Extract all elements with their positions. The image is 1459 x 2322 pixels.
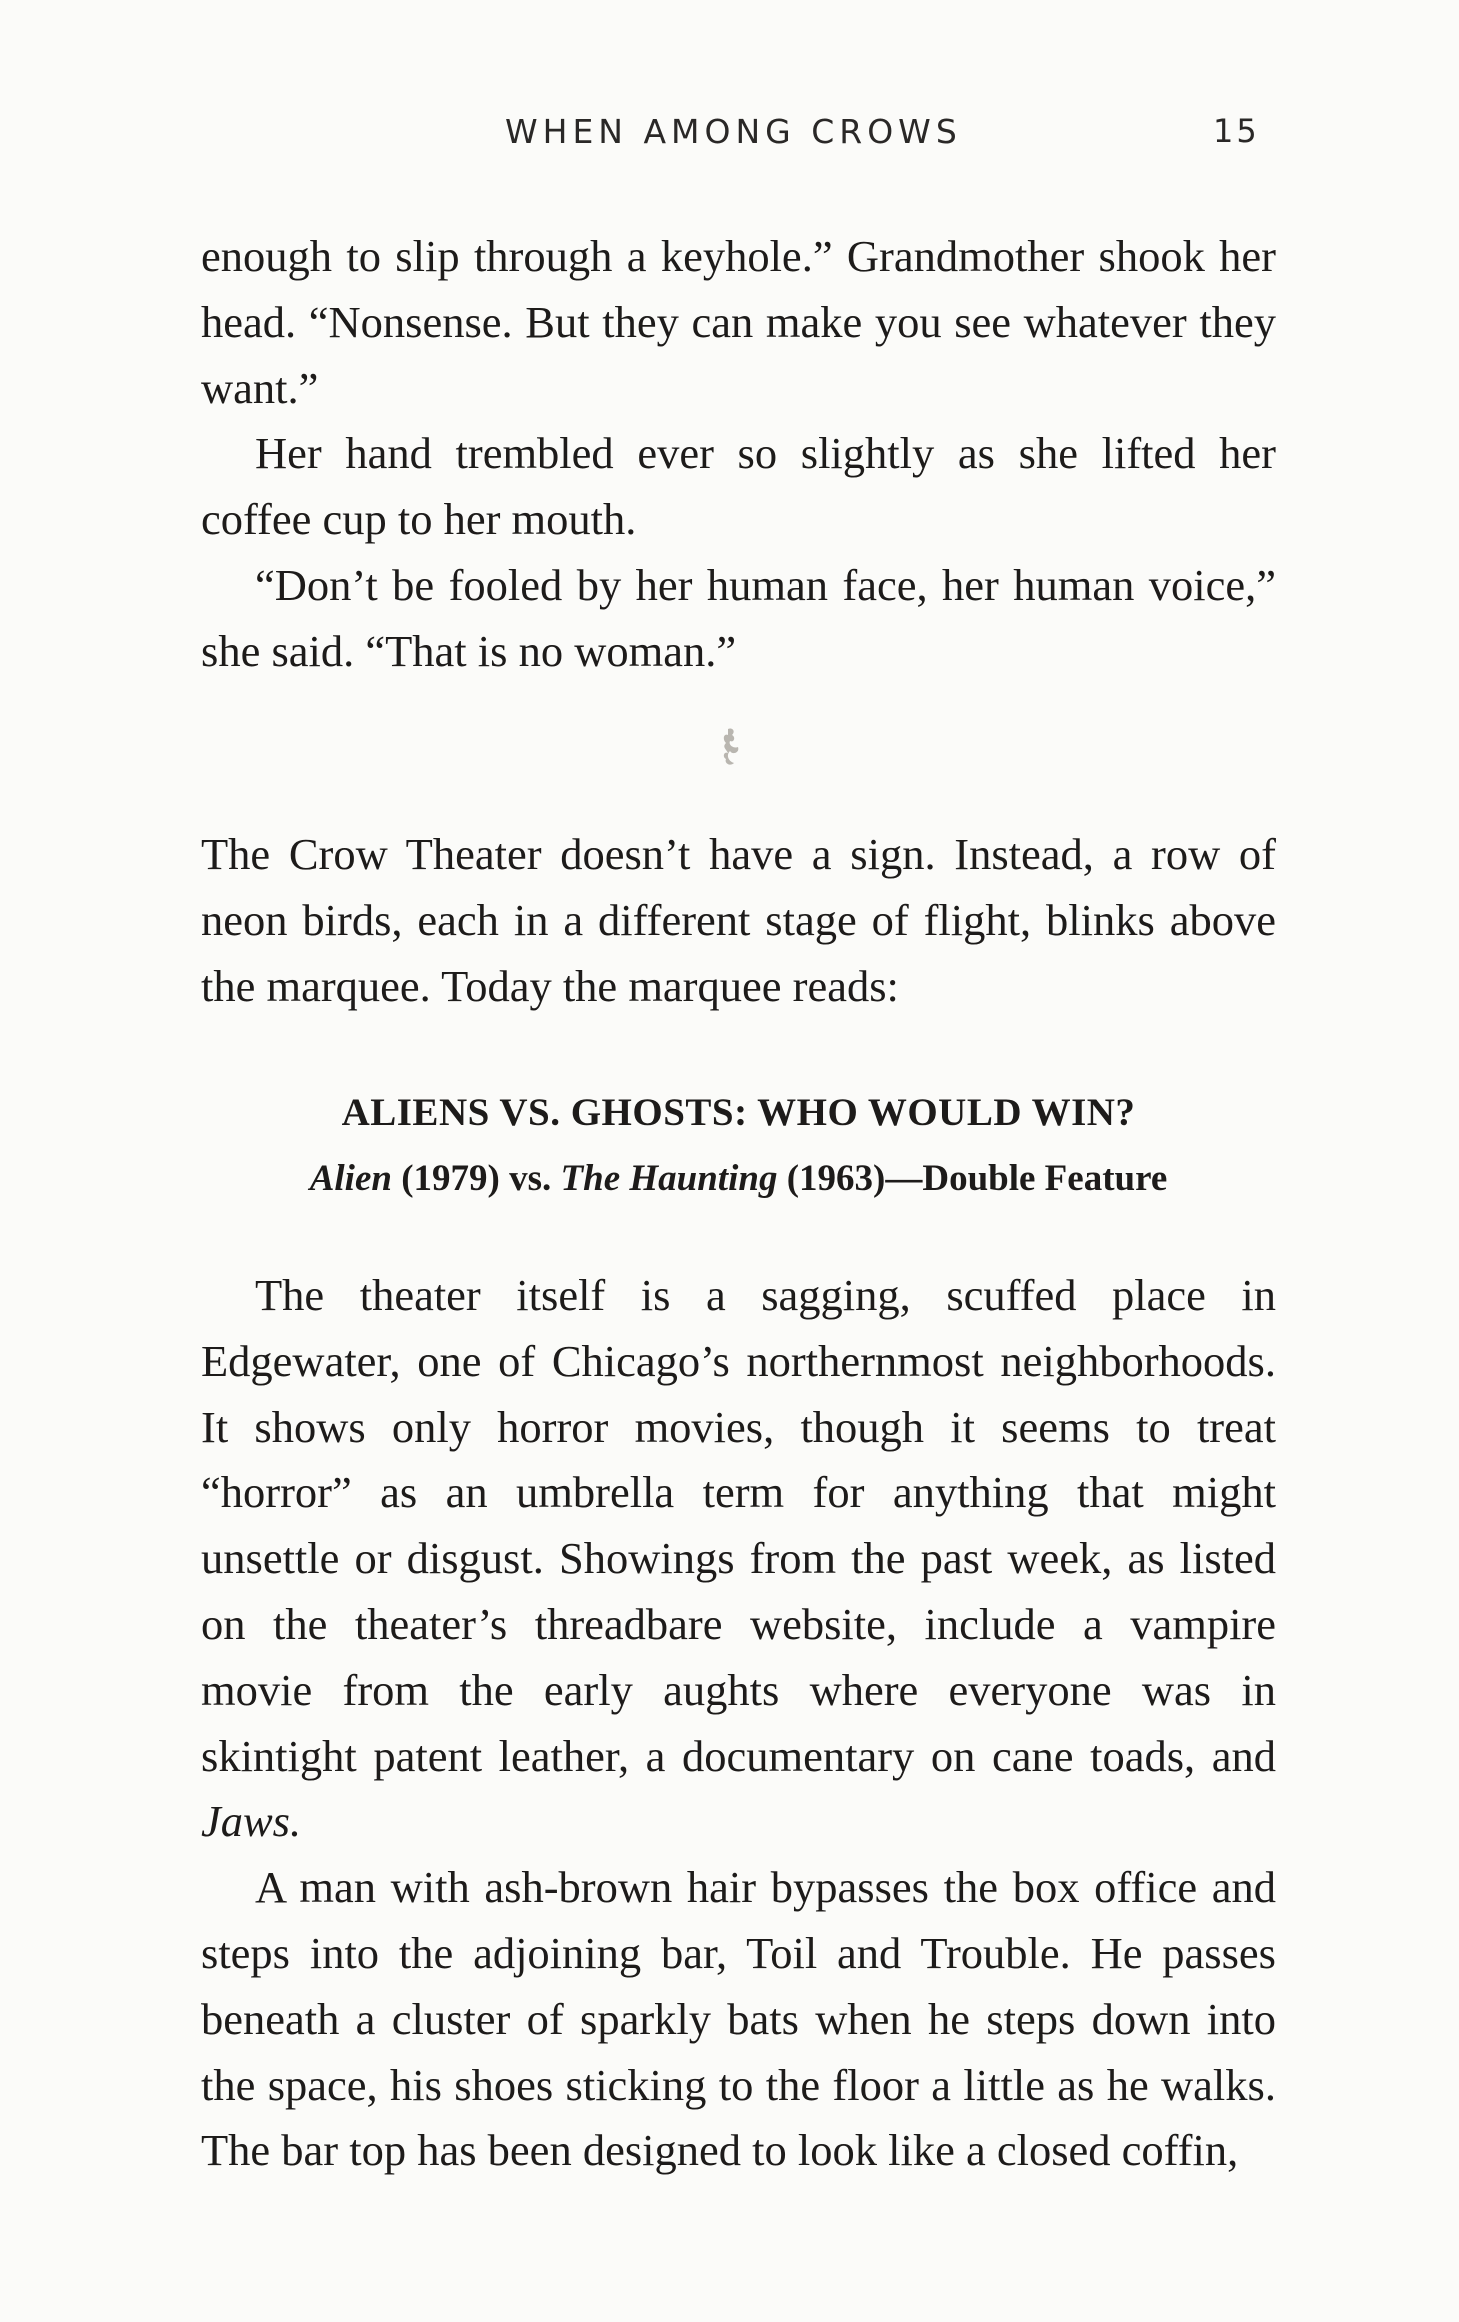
film-title-alien: Alien — [309, 1158, 392, 1199]
text-block-crow-theater — [201, 822, 1276, 1019]
text-block-theater-description — [201, 1263, 1276, 2184]
paragraph-theater-text: The theater itself is a sagging, scuffed place in Edgewater, one of Chicago’s northernmost neighborhoods. It shows only horror movies, though it seems to treat “horror” as an umbrella term for anything that might unsettle or disgust. Showings from the past week, as listed on the theater’s threadbare website, include a vampire movie from the early aughts where everyone was in skintight patent leather, a documentary on cane toads, and — [201, 1270, 1276, 1781]
page-number: 15 — [1213, 112, 1260, 150]
paragraph-human-face: “Don’t be fooled by her human face, her human voice,” she said. “That is no woman.” — [201, 559, 1276, 676]
marquee-title: ALIENS VS. GHOSTS: WHO WOULD WIN? — [341, 1091, 1136, 1134]
film-year-haunting: (1963)—Double Feature — [786, 1158, 1168, 1199]
film-year-alien: (1979) — [401, 1158, 500, 1199]
paragraph-ash-brown-man: A man with ash-brown hair bypasses the box office and steps into the adjoining bar, Toil and Trouble. He passes beneath a cluster of sparkly bats when he steps down into the space, his shoes sticking to the floor a little as he walks. The bar top has been designed to look like a closed coffin, — [201, 1862, 1276, 2176]
text-block-dialogue — [201, 224, 1276, 685]
paragraph-hand-trembled: Her hand trembled ever so slightly as she lifted her coffee cup to her mouth. — [201, 428, 1276, 545]
film-title-jaws: Jaws. — [201, 1796, 302, 1847]
paragraph-crow-theater: The Crow Theater doesn’t have a sign. Instead, a row of neon birds, each in a different stage of flight, blinks above the marquee. Today the marquee reads: — [201, 829, 1276, 1011]
film-title-haunting: The Haunting — [560, 1158, 778, 1199]
paragraph-continuation: enough to slip through a keyhole.” Grandmother shook her head. “Nonsense. But they can make you see whatever they want.” — [201, 231, 1276, 413]
running-title: WHEN AMONG CROWS — [505, 112, 962, 151]
marquee-subtitle — [201, 1157, 1276, 1200]
paragraph-theater-itself — [201, 1263, 1276, 1855]
running-head — [0, 112, 1459, 162]
section-break-ornament-icon — [718, 725, 744, 769]
versus-label: vs. — [509, 1158, 552, 1199]
